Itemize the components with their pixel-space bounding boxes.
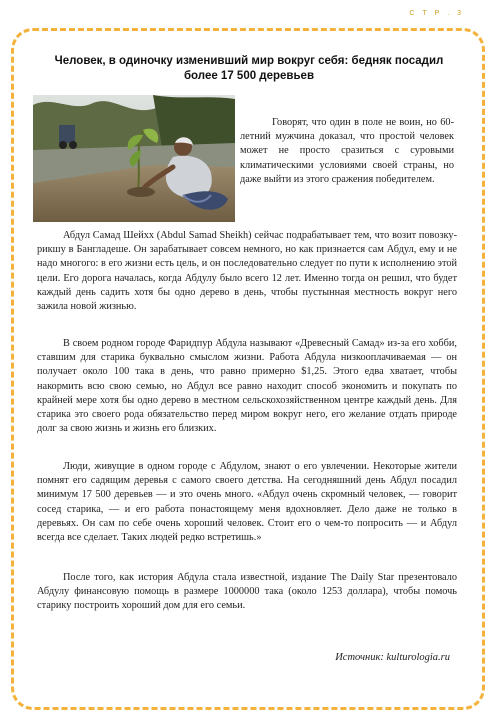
photo-man-planting-tree: [33, 95, 235, 222]
body-paragraph-3: Люди, живущие в одном городе с Абдулом, знают о его увлечении. Некоторые жители помнят его садящим деревья с самого своего детства. На сегодняшний день Абдул посадил минимум 17 500 деревьев — и это очень много. «Абдул очень скромный человек, — говорит сосед старика, — и его работа понастоящему меня вдохновляет. Дело даже не только в деревьях. Он сам по себе очень хороший человек. Стоит его о чем-то попросить — и Абдул всегда все сделает. Таких людей редко встретишь.»: [37, 461, 457, 544]
body-paragraph-2: В своем родном городе Фаридпур Абдула называют «Древесный Самад» из-за его хобби, ставшим для старика буквально смыслом жизни. Работа Абдула низкооплачиваемая — он получает около 100 така в день, что равно примерно $1,25. Этого едва хватает, чтобы накормить всю свою семью, но Абдул все равно находит способ экономить и покупать по крайней мере хотя бы одно дерево в местном сельскохозяйственном центре каждый день. Для старика это своего рода обязательство перед миром вокруг него, его желание отдать природе долг за свою жизнь и жизнь его близких.: [37, 338, 457, 435]
source-credit: Источник: kulturologia.ru: [335, 652, 450, 663]
page-number: С Т Р . 3: [409, 10, 464, 17]
article-photo: [33, 95, 235, 222]
intro-paragraph: Говорят, что один в поле не воин, но 60-летний мужчина доказал, что простой человек может не просто сразиться с суровыми климатическими условиями своей страны, но даже выйти из этого сражения победителем.: [240, 117, 454, 185]
article-title: Человек, в одиночку изменивший мир вокруг себя: бедняк посадил более 17 500 деревьев: [54, 55, 444, 82]
body-paragraph-1: Абдул Самад Шейхх (Abdul Samad Sheikh) сейчас подрабатывает тем, что возит повозку-рикшу в Бангладеше. Он зарабатывает совсем немного, но как признается сам Абдул, ему и не надо многого: в его жизни есть цель, и он последовательно следует по пути к исполнению этой цели. Его дорога началась, когда Абдулу было всего 12 лет. Именно тогда он решил, что будет каждый день садить хотя бы одно дерево в день, чтобы пустынная местность вокруг него зажила новой жизнью.: [37, 230, 457, 313]
body-paragraph-4: После того, как история Абдула стала известной, издание The Daily Star презентовало Абдулу финансовую помощь в размере 1000000 така (около 1253 доллара), чтобы помочь старику построить хороший дом для его семьи.: [37, 572, 457, 612]
